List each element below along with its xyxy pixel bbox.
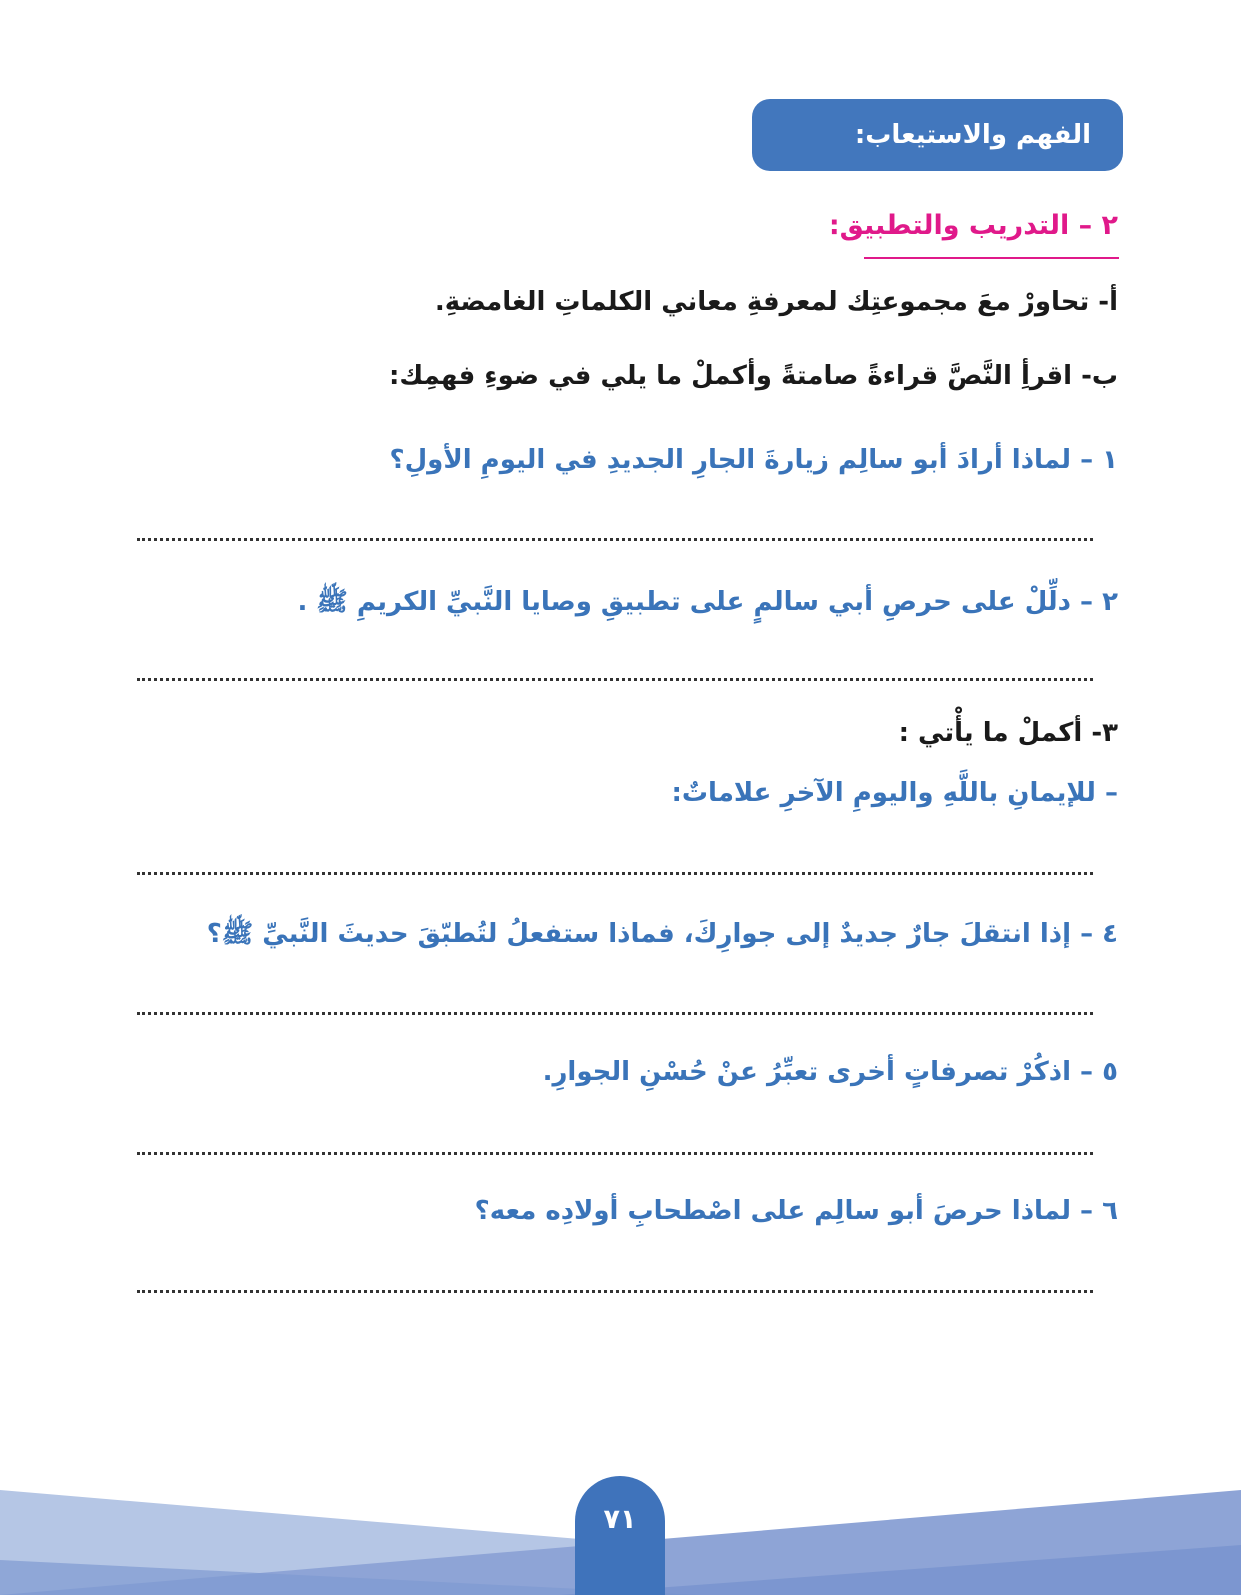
- subsection-underline: [864, 257, 1119, 259]
- question-4: ٤ – إذا انتقلَ جارٌ جديدٌ إلى جوارِكَ، فماذا ستفعلُ لتُطبّقَ حديثَ النَّبيِّ ﷺ؟: [206, 919, 1118, 949]
- question-1: ١ – لماذا أرادَ أبو سالِم زيارةَ الجارِ الجديدِ في اليومِ الأولِ؟: [389, 445, 1118, 475]
- question-3-prompt: – للإيمانِ باللَّهِ واليومِ الآخرِ علاماتٌ:: [671, 778, 1118, 808]
- question-5: ٥ – اذكُرْ تصرفاتٍ أخرى تعبِّرُ عنْ حُسْنِ الجوارِ.: [542, 1057, 1118, 1087]
- answer-line-1[interactable]: [137, 534, 1093, 541]
- question-6: ٦ – لماذا حرصَ أبو سالِم على اصْطحابِ أولادِه معه؟: [474, 1196, 1118, 1226]
- answer-line-4[interactable]: [137, 1008, 1093, 1015]
- page-number: ٧١: [603, 1504, 637, 1535]
- question-3: ٣- أكملْ ما يأْتي :: [898, 718, 1118, 748]
- answer-line-2[interactable]: [137, 674, 1093, 681]
- answer-line-6[interactable]: [137, 1286, 1093, 1293]
- section-header-tab: [752, 99, 1123, 171]
- answer-line-3[interactable]: [137, 868, 1093, 875]
- instruction-a: أ- تحاورْ معَ مجموعتِك لمعرفةِ معاني الكلماتِ الغامضةِ.: [434, 287, 1118, 317]
- page-number-badge: [575, 1476, 665, 1595]
- answer-line-5[interactable]: [137, 1148, 1093, 1155]
- instruction-b: ب- اقرأِ النَّصَّ قراءةً صامتةً وأكملْ ما يلي في ضوءِ فهمِك:: [389, 361, 1118, 391]
- question-2: ٢ – دلِّلْ على حرصِ أبي سالمٍ على تطبيقِ وصايا النَّبيِّ الكريمِ ﷺ .: [297, 587, 1118, 617]
- section-title: الفهم والاستيعاب:: [854, 120, 1091, 150]
- subsection-title: ٢ – التدريب والتطبيق:: [828, 210, 1118, 241]
